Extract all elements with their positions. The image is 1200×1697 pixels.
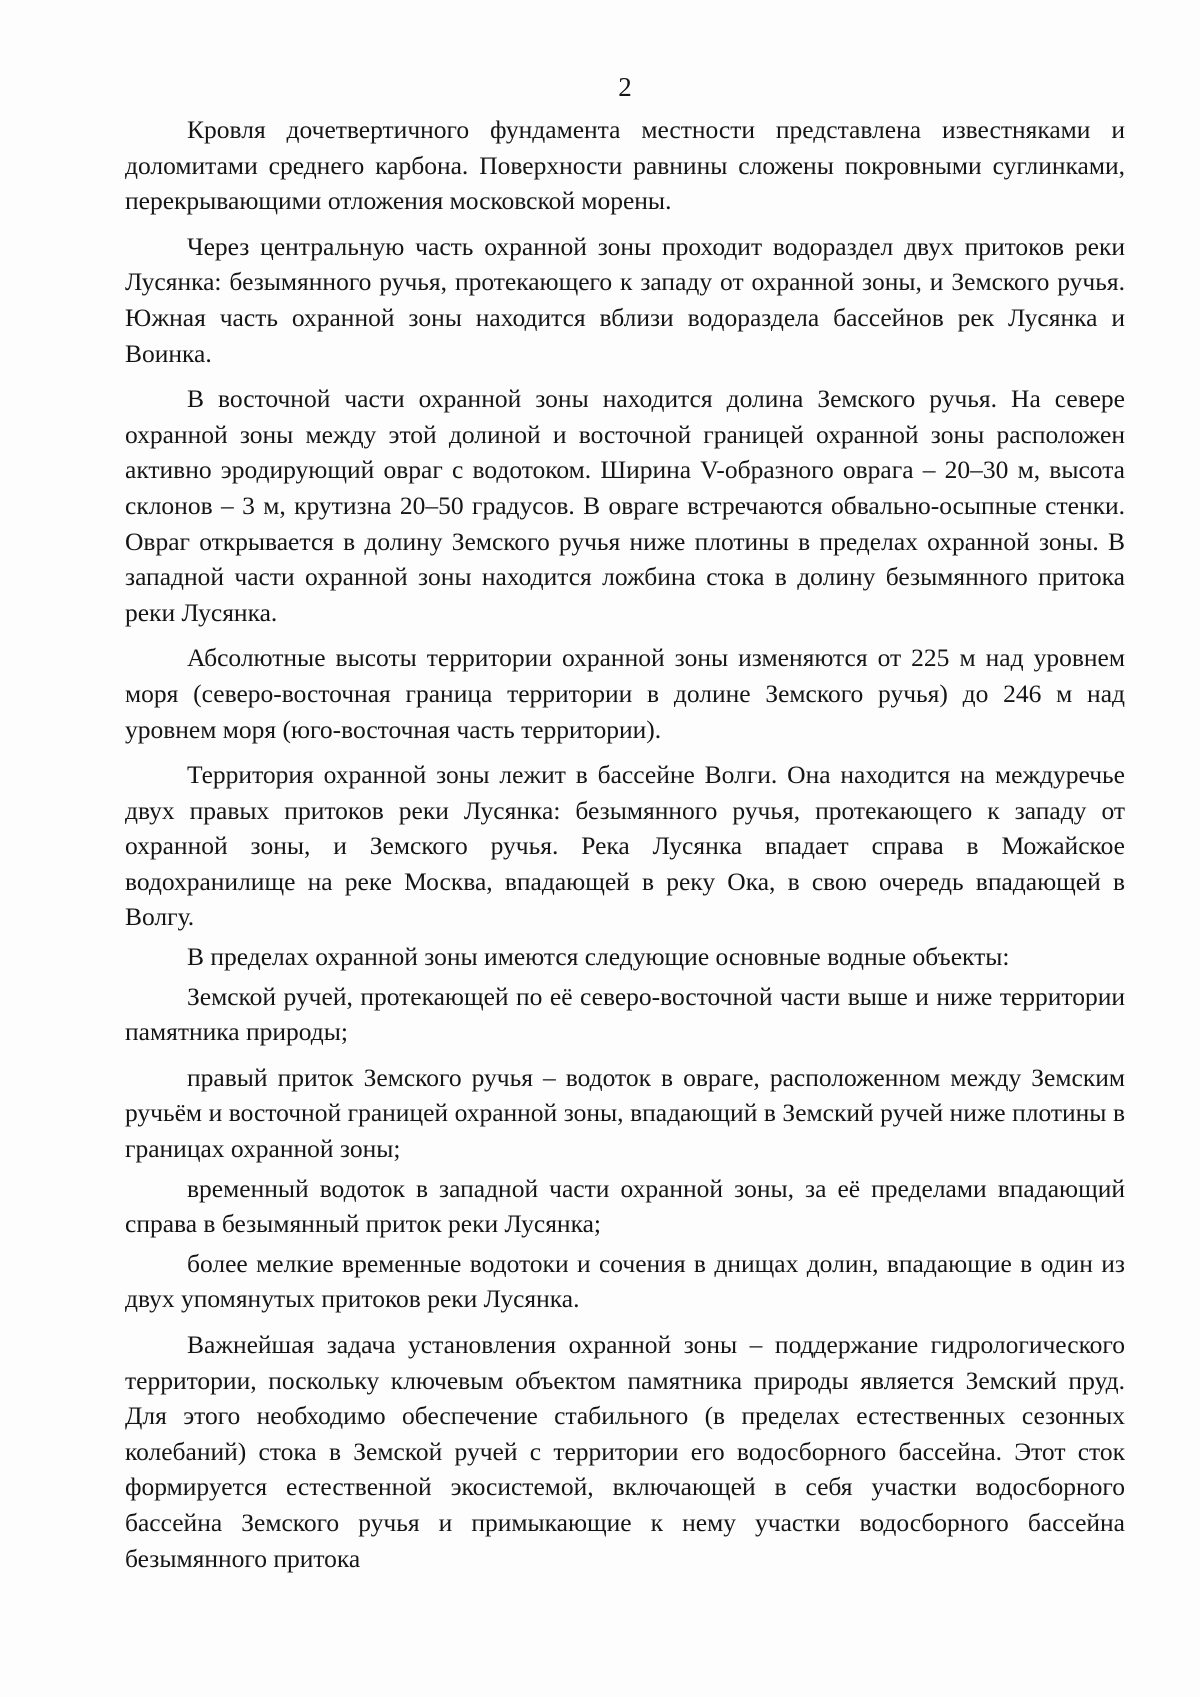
page-number: 2	[618, 72, 632, 102]
list-item-zemsky-stream: Земской ручей, протекающей по её северо-восточной части выше и ниже территории памятника природы;	[125, 981, 1125, 1047]
paragraph-protection-task: Важнейшая задача установления охранной зоны – поддержание гидрологического территории, поскольку ключевым объектом памятника природы является Земский пруд. Для этого необходимо обеспечение стабильного (в пределах естественных сезонных колебаний) стока в Земской ручей с территории его водосборного бассейна. Этот сток формируется естественной экосистемой, включающей в себя участки водосборного бассейна Земского ручья и примыкающие к нему участки водосборного бассейна безымянного притока	[125, 1330, 1125, 1573]
paragraph-watershed: Через центральную часть охранной зоны проходит водораздел двух притоков реки Лусянка: безымянного ручья, протекающего к западу от охранной зоны, и Земского ручья. Южная часть охранной зоны находится вблизи водораздела бассейнов рек Лусянка и Воинка.	[125, 231, 1125, 368]
paragraph-eastern-valley: В восточной части охранной зоны находится долина Земского ручья. На севере охранной зоны между этой долиной и восточной границей охранной зоны расположен активно эродирующий овраг с водотоком. Ширина V-образного оврага – 20–30 м, высота склонов – 3 м, крутизна 20–50 градусов. В овраге встречаются обвально-осыпные стенки. Овраг открывается в долину Земского ручья ниже плотины в пределах охранной зоны. В западной части охранной зоны находится ложбина стока в долину безымянного притока реки Лусянка.	[125, 384, 1125, 627]
document-body	[125, 112, 1125, 1576]
list-item-minor-streams: более мелкие временные водотоки и сочения в днищах долин, впадающие в один из двух упомянутых притоков реки Лусянка.	[125, 1248, 1125, 1314]
list-item-right-tributary: правый приток Земского ручья – водоток в овраге, расположенном между Земским ручьём и восточной границей охранной зоны, впадающий в Земский ручей ниже плотины в границах охранной зоны;	[125, 1062, 1125, 1164]
paragraph-elevations: Абсолютные высоты территории охранной зоны изменяются от 225 м над уровнем моря (северо-восточная граница территории в долине Земского ручья) до 246 м над уровнем моря (юго-восточная часть территории).	[125, 643, 1125, 744]
paragraph-volga-basin: Территория охранной зоны лежит в бассейне Волги. Она находится на междуречье двух правых притоков реки Лусянка: безымянного ручья, протекающего к западу от охранной зоны, и Земского ручья. Река Лусянка впадает справа в Можайское водохранилище на реке Москва, впадающей в реку Ока, в свою очередь впадающей в Волгу.	[125, 760, 1125, 932]
list-item-temporary-stream: временный водоток в западной части охранной зоны, за её пределами впадающий справа в безымянный приток реки Лусянка;	[125, 1173, 1125, 1239]
paragraph-bedrock: Кровля дочетвертичного фундамента местности представлена известняками и доломитами среднего карбона. Поверхности равнины сложены покровными суглинками, перекрывающими отложения московской морены.	[125, 115, 1125, 216]
paragraph-water-objects-intro: В пределах охранной зоны имеются следующие основные водные объекты:	[187, 942, 1010, 972]
